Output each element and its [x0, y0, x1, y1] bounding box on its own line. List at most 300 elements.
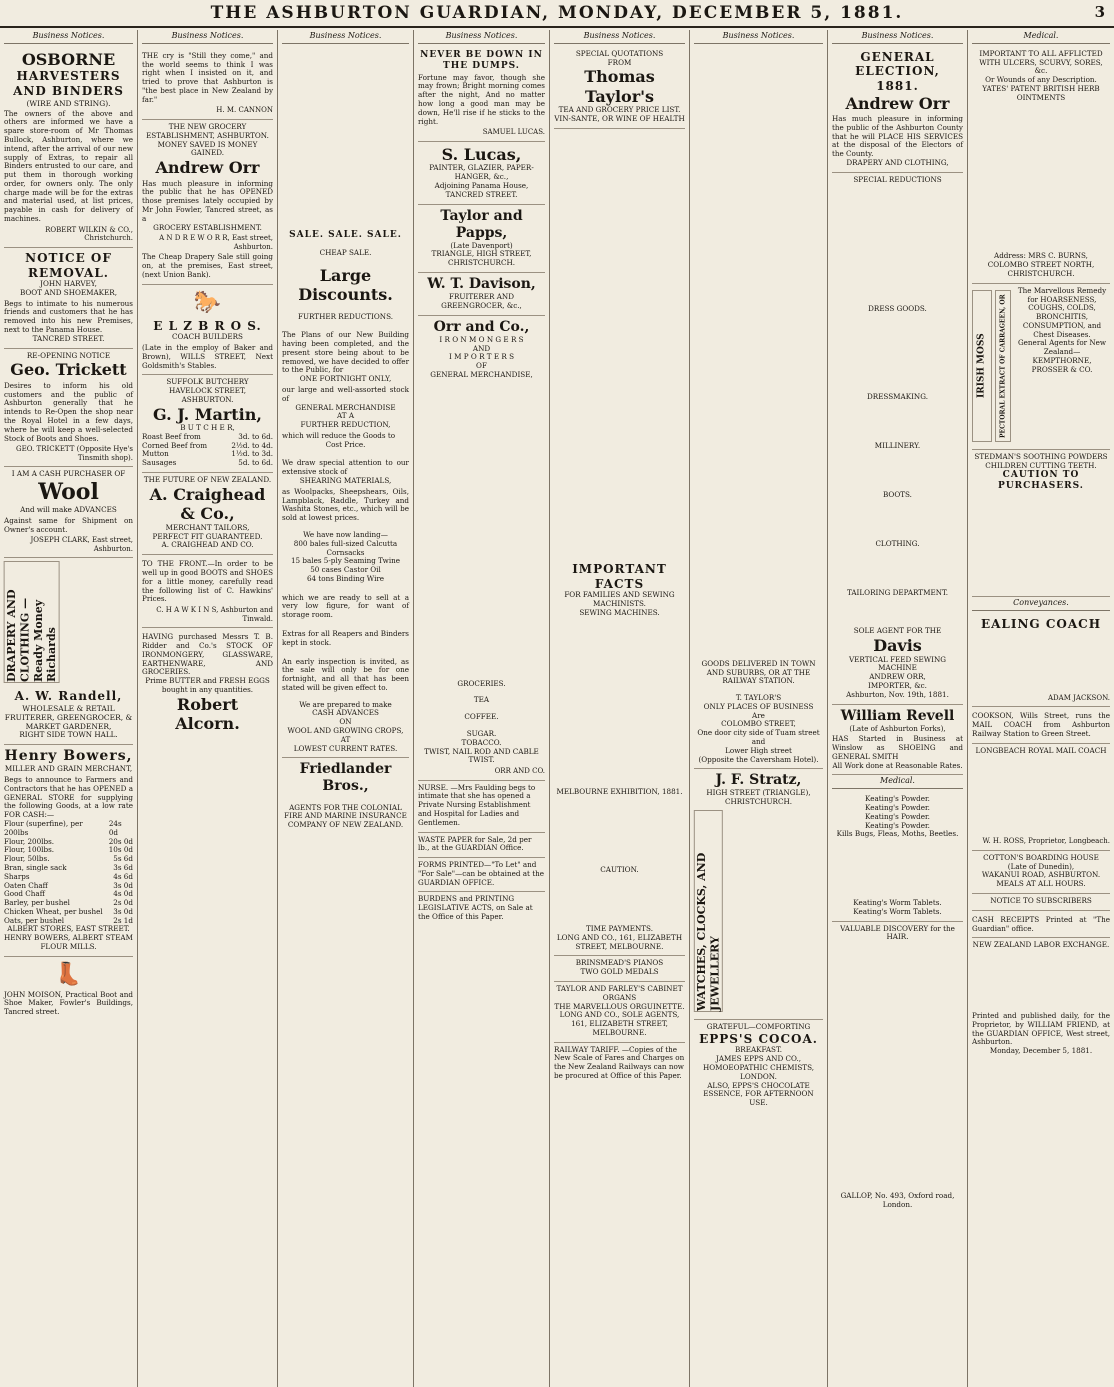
ad-cost: Cost Price.	[325, 439, 366, 449]
ad-signature: ANDREW ORR,	[869, 672, 926, 682]
price-item: Corned Beef from	[142, 440, 208, 450]
ad-name: S. Lucas,	[441, 144, 522, 164]
ad-sub: GROCERY ESTABLISHMENT.	[153, 222, 262, 232]
column-7	[828, 30, 968, 1387]
column-8	[968, 30, 1114, 1387]
ad-body-5: which we are ready to sell at a very low figure, for want of storage room.	[282, 592, 409, 620]
ad-title: SUFFOLK BUTCHERY	[166, 377, 249, 387]
boot-icon: 👢	[54, 961, 83, 987]
cookson-coach-ad	[972, 707, 1110, 743]
column-3	[278, 30, 414, 1387]
ad-body-4: We draw special attention to our extensive stock of	[282, 458, 409, 477]
price-item: Barley, per bushel	[4, 898, 70, 908]
price-item: Chicken Wheat, per bushel	[4, 906, 103, 916]
ad-city: CHRISTCHURCH.	[447, 258, 516, 268]
ad-title: VALUABLE DISCOVERY for the HAIR.	[840, 923, 955, 942]
ad-name: EALING COACH	[980, 617, 1102, 632]
price-value: 3d. to 6d.	[238, 431, 273, 441]
thomas-taylor-ad	[554, 47, 685, 129]
ad-agents: General Agents for New Zealand— KEMPTHORNE, PROSSER & CO.	[1017, 338, 1107, 374]
ad-trade: PAINTER, GLAZIER, PAPER-HANGER, &c.,	[429, 163, 534, 182]
ad-trade: FRUITERER AND GREENGROCER, &c.,	[441, 292, 522, 310]
price-value: 2s 1d	[113, 915, 133, 925]
ad-sugar: SUGAR.	[466, 729, 497, 739]
brinsmead-pianos-ad	[554, 956, 685, 982]
ad-title: NOTICE TO SUBSCRIBERS	[990, 895, 1092, 905]
meat-price-list	[142, 433, 273, 468]
ad-name: Andrew Orr	[845, 93, 950, 113]
ad-reduction: FURTHER REDUCTION,	[300, 420, 391, 430]
ad-title: CASH RECEIPTS Printed at "The Guardian" office.	[972, 914, 1110, 933]
ad-cash: CASH ADVANCES	[312, 708, 379, 718]
stratz-ad	[694, 769, 823, 1020]
yates-ointment-ad	[972, 47, 1110, 284]
ad-name: G. J. Martin,	[153, 404, 262, 424]
column-head: Business Notices.	[554, 30, 685, 44]
ad-body: —Copies of the New Scale of Fares and Charges on the New Zealand Railways can now be procured at Office of this Paper.	[554, 1044, 685, 1080]
general-election-ad	[832, 47, 963, 173]
sewing-machines-ad	[554, 559, 685, 957]
ad-big: Large Discounts.	[298, 265, 393, 305]
price-item: Flour, 50lbs.	[4, 854, 50, 864]
price-item: Oats, per bushel	[4, 915, 64, 925]
nurse-ad	[418, 781, 545, 833]
column-1	[0, 30, 138, 1387]
ad-sub: CHEAP SALE.	[319, 247, 372, 257]
masthead	[0, 0, 1114, 28]
osborne-harvesters-ad	[4, 47, 133, 248]
ad-street: TRIANGLE, HIGH STREET,	[431, 249, 532, 259]
ad-caution: CAUTION TO PURCHASERS.	[998, 470, 1084, 492]
craighead-tailors-ad	[142, 473, 273, 555]
price-value: 2½d. to 4d.	[231, 440, 273, 450]
ad-title: NURSE.	[418, 782, 449, 792]
irish-moss-ad	[972, 284, 1110, 450]
ad-machine: VERTICAL FEED SEWING MACHINE	[848, 654, 947, 673]
ad-title: THE FUTURE OF NEW ZEALAND.	[143, 475, 272, 485]
ealing-coach-ad	[972, 614, 1110, 707]
newspaper-title: THE ASHBURTON GUARDIAN, MONDAY, DECEMBER 5, 1881.	[210, 3, 904, 23]
ad-body-3: which will reduce the Goods to	[282, 430, 396, 440]
ad-street: WAKANUI ROAD, ASHBURTON.	[981, 870, 1101, 880]
ad-signature: SAMUEL LUCAS.	[482, 128, 545, 137]
ad-worm-2: Keating's Worm Tablets.	[853, 906, 942, 916]
ad-sub: COACH BUILDERS	[172, 332, 243, 342]
powder-line: Keating's Powder.	[865, 794, 930, 804]
stedman-powders-ad	[972, 450, 1110, 598]
ad-foot: All Work done at Reasonable Rates.	[832, 760, 963, 770]
ad-note: MONEY SAVED IS MONEY GAINED.	[157, 139, 258, 158]
ad-sub: CHILDREN CUTTING TEETH.	[985, 460, 1097, 470]
wool-purchaser-ad	[4, 467, 133, 558]
ad-body: HAVING purchased Messrs T. B. Ridder and Co.'s STOCK OF IRONMONGERY, GLASSWARE, EARTHENWARE, AND GROCERIES.	[142, 632, 273, 677]
labor-exchange-ad	[972, 938, 1110, 1060]
ad-millinery: MILLINERY.	[874, 441, 921, 451]
stock-list	[282, 540, 409, 584]
friedlander-ad	[282, 758, 409, 834]
ad-importers: I M P O R T E R S	[449, 352, 514, 362]
stock-item: 800 bales full-sized Calcutta Cornsacks	[293, 538, 398, 557]
ad-name: A. W. Randell,	[14, 689, 123, 704]
price-row	[142, 459, 273, 468]
ad-sub: FOR FAMILIES AND SEWING MACHINISTS.	[564, 590, 675, 608]
ad-title: SPECIAL QUOTATIONS	[575, 48, 664, 58]
ad-body: HAS Started in Business at Winslow as SHOEING and GENERAL SMITH	[832, 734, 963, 761]
column-4	[414, 30, 550, 1387]
ad-name: EPPS'S COCOA.	[699, 1031, 818, 1046]
price-value: 4s 0d	[113, 889, 133, 899]
price-value: 5s 6d	[113, 854, 133, 864]
ad-body: AGENTS FOR THE COLONIAL FIRE AND MARINE INSURANCE COMPANY OF NEW ZEALAND.	[284, 802, 407, 830]
ad-street: Adjoining Panama House, TANCRED STREET.	[434, 180, 529, 199]
ad-title: SPECIAL REDUCTIONS	[853, 174, 942, 184]
ad-sub: TWO GOLD MEDALS	[580, 967, 659, 977]
ad-headline: HARVESTERS AND BINDERS	[13, 69, 124, 98]
powder-list	[832, 795, 963, 830]
never-be-down-ad	[418, 47, 545, 142]
carriage-icon: 🐎	[193, 289, 222, 315]
price-item: Roast Beef from	[142, 431, 201, 441]
ad-store: ALBERT STORES, EAST STREET.	[7, 924, 130, 934]
special-reductions-ad	[832, 173, 963, 705]
pectoral-banner: PECTORAL EXTRACT OF CARRAGEEN, OR	[995, 290, 1011, 442]
ad-clothing: CLOTHING.	[875, 538, 920, 548]
ad-name: Thomas Taylor's	[584, 67, 655, 106]
ad-signature: JAMES EPPS AND CO., HOMOEOPATHIC CHEMISTS, LONDON.	[702, 1054, 815, 1081]
price-value: 4s 6d	[113, 871, 133, 881]
price-value: 24s 0d	[108, 819, 122, 837]
ad-trade: WHOLESALE & RETAIL FRUITERER, GREENGROCER, & MARKET GARDENER,	[4, 704, 133, 732]
ad-signature: ADAM JACKSON.	[1048, 693, 1110, 702]
ad-foot: The Cheap Drapery Sale still going on, at the premises, East street, (next Union Bank).	[142, 252, 273, 279]
ad-signature: A N D R E W O R R, East street, Ashburton.	[159, 234, 273, 251]
ad-title: Wool	[38, 479, 99, 506]
price-value: 3s 0d	[113, 880, 133, 890]
ad-title: IMPORTANT TO ALL AFFLICTED WITH ULCERS, SCURVY, SORES, &c.	[979, 48, 1103, 76]
ad-wool: WOOL AND GROWING CROPS,	[287, 726, 404, 735]
price-item: Mutton	[142, 449, 169, 459]
ad-street: COLOMBO STREET NORTH, CHRISTCHURCH.	[987, 260, 1095, 278]
ad-title: GENERAL ELECTION, 1881.	[855, 49, 940, 93]
ad-place-2: One door city side of Tuam street and	[697, 728, 820, 746]
ad-street: HIGH STREET (TRIANGLE), CHRISTCHURCH.	[706, 788, 811, 807]
irish-moss-banner: IRISH MOSS	[972, 290, 992, 442]
ad-name: YATES' PATENT BRITISH HERB OINTMENTS	[982, 83, 1100, 102]
ad-sub: TEA AND GROCERY PRICE LIST.	[558, 105, 681, 115]
ad-signature: ROBERT WILKIN & CO., Christchurch.	[45, 225, 133, 243]
price-value: 3s 0d	[113, 906, 133, 916]
ad-title: RE-OPENING NOTICE	[26, 350, 111, 360]
ad-title: RAILWAY TARIFF.	[554, 1044, 620, 1054]
ad-signature: LONG AND CO., SOLE AGENTS, 161, ELIZABETH STREET, MELBOURNE.	[559, 1010, 680, 1037]
ad-name: Henry Bowers,	[4, 748, 133, 765]
ad-exhibition: MELBOURNE EXHIBITION, 1881.	[556, 786, 683, 796]
ad-title: GRATEFUL—COMFORTING	[706, 1021, 811, 1031]
ad-name: A. Craighead & Co.,	[149, 484, 266, 524]
ad-body: COOKSON, Wills Street, runs the MAIL COACH from Ashburton Railway Station to Green Street.	[972, 711, 1110, 738]
ad-signature: GEO. TRICKETT (Opposite Hye's Tinsmith shop).	[16, 445, 133, 462]
ad-date: Monday, December 5, 1881.	[989, 1046, 1093, 1056]
ad-title: THE NEW GROCERY ESTABLISHMENT, ASHBURTON.	[146, 121, 269, 140]
ad-title: COTTON'S BOARDING HOUSE	[983, 852, 1099, 862]
price-value: 20s 0d	[108, 836, 133, 846]
ad-signature: JOSEPH CLARK, East street, Ashburton.	[30, 536, 133, 553]
stock-item: 64 tons Binding Wire	[306, 573, 385, 583]
ad-caution: CAUTION.	[600, 865, 639, 875]
ad-landing: We have now landing—	[303, 529, 388, 539]
ad-address: Address: MRS C. BURNS,	[994, 251, 1088, 261]
price-item: Oaten Chaff	[4, 880, 48, 890]
ad-signature: W. H. ROSS, Proprietor, Longbeach.	[982, 837, 1110, 846]
ad-body: Desires to inform his old customers and the public of Ashburton generally that he intends to Re-Open the shop near the Royal Hotel in a few days, where he will keep a well-selected Stock of Boots and Shoes.	[4, 380, 133, 443]
ad-and: AND	[472, 343, 491, 353]
william-revell-ad	[832, 705, 963, 776]
ad-signature: H. M. CANNON	[216, 106, 273, 115]
ad-sub: (Late of Dunedin),	[1007, 861, 1075, 871]
ad-worm: Keating's Worm Tablets.	[853, 898, 942, 908]
ad-lead: I AM A CASH PURCHASER OF	[11, 469, 126, 479]
ad-foot: Prime BUTTER and FRESH EGGS bought in any quantities.	[145, 676, 270, 694]
column-5	[550, 30, 690, 1387]
longbeach-coach-ad	[972, 744, 1110, 851]
ad-body: Begs to intimate to his numerous friends and customers that he has removed into his new Premises, next to the Panama House.	[4, 298, 133, 335]
ad-signature: C. H A W K I N S, Ashburton and Tinwald.	[156, 606, 273, 623]
forms-printed-ad: FORMS PRINTED—"To Let" and "For Sale"—can be obtained at the GUARDIAN OFFICE.	[418, 858, 545, 892]
column-head: Business Notices.	[282, 30, 409, 44]
ad-ready: We are prepared to make	[299, 699, 392, 709]
medical-head: Medical.	[832, 775, 963, 789]
column-head: Business Notices.	[4, 30, 133, 44]
ad-trade: B U T C H E R,	[180, 423, 235, 433]
ad-place-3: Lower High street	[725, 745, 792, 755]
ad-signature: T. TAYLOR'S	[735, 693, 782, 703]
ad-title: BRINSMEAD'S PIANOS	[575, 958, 664, 968]
price-value: 2s 0d	[113, 898, 133, 908]
price-list	[4, 820, 133, 925]
taylor-papps-ad	[418, 205, 545, 274]
stock-item: 15 bales 5-ply Seaming Twine	[290, 556, 401, 566]
ad-date: Ashburton, Nov. 19th, 1881.	[846, 689, 949, 699]
column-head: Business Notices.	[694, 30, 823, 44]
column-head: Medical.	[972, 30, 1110, 44]
price-value: 10s 0d	[108, 845, 133, 855]
powder-line: Keating's Powder.	[865, 820, 930, 830]
legislative-acts-ad: BURDENS and PRINTING LEGISLATIVE ACTS, on Sale at the Office of this Paper.	[418, 894, 533, 922]
keatings-powder-ad	[832, 792, 963, 921]
ad-title: TAYLOR AND FARLEY'S CABINET ORGANS	[556, 983, 683, 1002]
ad-of: OF	[476, 361, 487, 371]
price-row	[4, 820, 133, 838]
ad-agent: SOLE AGENT FOR THE	[853, 626, 942, 636]
ad-body: Has much pleasure in informing the public that he has OPENED those premises lately occupied by Mr John Fowler, Tancred street, as a	[142, 178, 273, 223]
stock-item: 50 cases Castor Oil	[310, 565, 381, 575]
reopening-notice-ad	[4, 349, 133, 468]
ad-name: Taylor and Papps,	[440, 207, 523, 241]
ad-further: FURTHER REDUCTIONS.	[297, 311, 394, 321]
column-6	[690, 30, 828, 1387]
ad-weeks: ONE FORTNIGHT ONLY,	[299, 374, 392, 384]
ad-name: Andrew Orr	[155, 158, 260, 178]
ad-twist: TWIST, NAIL ROD AND CABLE TWIST.	[424, 746, 539, 765]
price-item: Flour, 200lbs.	[4, 836, 55, 846]
ad-name: Friedlander Bros.,	[299, 761, 392, 795]
railway-tariff-ad	[554, 1043, 685, 1085]
powder-line: Keating's Powder.	[865, 811, 930, 821]
ad-on: ON	[339, 717, 352, 727]
ad-goods: DRAPERY AND CLOTHING,	[846, 158, 949, 168]
taylor-delivery-ad	[694, 657, 823, 770]
ad-signature: LONG AND CO., 161, ELIZABETH STREET, MELBOURNE.	[556, 932, 683, 951]
ad-street: TANCRED STREET.	[32, 333, 105, 343]
price-value: 5d. to 6d.	[238, 458, 273, 468]
ad-trade: BOOT AND SHOEMAKER,	[20, 287, 117, 297]
ad-time: TIME PAYMENTS.	[586, 924, 653, 934]
price-value: 3s 6d	[113, 862, 133, 872]
ad-signature: GALLOP, No. 493, Oxford road, London.	[840, 1191, 955, 1210]
column-head: Business Notices.	[142, 30, 273, 44]
ad-signature: HENRY BOWERS, ALBERT STEAM FLOUR MILLS.	[4, 933, 133, 951]
ad-tailoring: TAILORING DEPARTMENT.	[846, 587, 949, 597]
ad-body: Has much pleasure in informing the public of the Ashburton County that he will PLACE HIS SERVICES at the disposal of the Electors of the County.	[832, 114, 963, 159]
orr-and-co-ad	[418, 316, 545, 781]
randell-fruiterer-ad	[4, 686, 133, 745]
ad-sub: And will make ADVANCES	[20, 505, 117, 515]
ad-foot: Printed and published daily, for the Proprietor, by WILLIAM FRIEND, at the GUARDIAN OFFICE, West street, Ashburton.	[972, 1011, 1110, 1047]
column-head: Business Notices.	[832, 30, 963, 44]
cabinet-organs-ad	[554, 982, 685, 1043]
grocery-establishment-ad	[142, 120, 273, 285]
ad-title: NEW ZEALAND LABOR EXCHANGE.	[972, 940, 1110, 950]
ad-poem: Fortune may favor, though she may frown; Bright morning comes after the night, And no matter how long a good man may be down, He'll rise if he sticks to the right.	[418, 72, 545, 126]
ad-tea: TEA	[473, 695, 490, 705]
ad-signature: Robert Alcorn.	[175, 694, 240, 734]
ad-meals: MEALS AT ALL HOURS.	[996, 879, 1086, 889]
ad-item: SEWING MACHINES.	[579, 607, 660, 617]
price-item: Good Chaff	[4, 889, 45, 899]
ad-boots: BOOTS.	[883, 489, 912, 499]
ad-signature: ORR AND CO.	[494, 767, 545, 776]
price-value: 1½d. to 3d.	[231, 449, 273, 459]
ad-body: Against same for Shipment on Owner's account.	[4, 515, 133, 534]
lucas-painter-ad	[418, 142, 545, 205]
ad-street: RIGHT SIDE TOWN HALL.	[19, 730, 118, 740]
ready-money-richards-ad: DRAPERY AND CLOTHING — Ready Money Richards	[4, 561, 60, 683]
ad-kills: Kills Bugs, Fleas, Moths, Beetles.	[836, 829, 959, 839]
ad-title: LONGBEACH ROYAL MAIL COACH	[975, 745, 1107, 755]
ad-signature-2: IMPORTER, &c.	[868, 680, 927, 690]
notice-of-removal-ad	[4, 248, 133, 349]
ad-sub: THE MARVELLOUS ORGUINETTE.	[554, 1001, 685, 1011]
price-item: Flour (superfine), per 200lbs	[4, 819, 83, 837]
ad-at-2: AT	[340, 734, 351, 744]
ad-name: Geo. Trickett	[10, 360, 127, 380]
alcorn-ad	[142, 628, 273, 738]
ad-sub: ONLY PLACES OF BUSINESS	[703, 701, 814, 711]
ad-title: STEDMAN'S SOOTHING POWDERS	[974, 451, 1108, 461]
ad-merch: GENERAL MERCHANDISE,	[430, 369, 533, 379]
column-head: Business Notices.	[418, 30, 545, 44]
page-number: 3	[1094, 3, 1106, 21]
ad-list: as Woolpacks, Sheepshears, Oils, Lampblack, Raddle, Turkey and Washita Stones, etc., which will be sold at lowest prices.	[282, 486, 409, 523]
ad-body: The owners of the above and others are informed we have a spare store-room of Mr Thomas Bullock, Ashburton, where we intend, after the arrival of our new supply of Extras, to repair all Binders entrusted to our care, and put them in thorough working order, for owners only. The only charge made will be for the extras and material used, at list prices, payable in cash for delivery of machines.	[4, 108, 133, 224]
conveyances-head: Conveyances.	[972, 597, 1110, 611]
suffolk-butchery-ad	[142, 375, 273, 473]
ad-name: JOHN HARVEY,	[40, 279, 97, 289]
ad-body-6: Extras for all Reapers and Binders kept in stock.	[282, 628, 409, 647]
ad-sub: BREAKFAST.	[735, 1045, 782, 1055]
column-2	[138, 30, 278, 1387]
ad-body: JOHN MOISON, Practical Boot and Shoe Maker, Fowler's Buildings, Tancred street.	[4, 989, 133, 1017]
ad-trade: MILLER AND GRAIN MERCHANT,	[4, 764, 133, 774]
ad-title: E L Z B R O S.	[153, 318, 262, 333]
ad-title: SALE. SALE. SALE.	[289, 229, 402, 240]
ad-body: THE cry is "Still they come," and the world seems to think I was right when I insisted on it, and tried to prove that Ashburton is "the best place in New Zealand by far."	[142, 50, 273, 104]
ad-sub: (Late Davenport)	[450, 240, 513, 250]
ad-body: Begs to announce to Farmers and Contractors that he has OPENED a GENERAL STORE for supplying the following Goods, at a low rate FOR CASH:—	[4, 775, 133, 820]
large-discounts-ad	[282, 227, 409, 759]
ad-making: DRESSMAKING.	[867, 392, 928, 402]
ad-body: (Late in the employ of Baker and Brown), WILLS STREET, Next Goldsmith's Stables.	[142, 342, 273, 370]
cottons-boarding-ad	[972, 851, 1110, 894]
ad-body: —Mrs Faulding begs to intimate that she has opened a Private Nursing Establishment and Hospital for Ladies and Gentlemen.	[418, 782, 536, 827]
watches-banner: WATCHES, CLOCKS, AND JEWELLERY	[694, 810, 723, 1012]
ad-dress: DRESS GOODS.	[868, 303, 927, 313]
ad-name: Orr and Co.,	[433, 318, 530, 335]
ad-title: IMPORTANT FACTS	[572, 561, 667, 591]
columns	[0, 30, 1114, 1387]
ad-also: ALSO, EPPS'S CHOCOLATE ESSENCE, FOR AFTERNOON USE.	[703, 1080, 814, 1108]
cash-receipts-ad	[972, 911, 1110, 939]
powder-line: Keating's Powder.	[865, 803, 930, 813]
ad-sub: Or Wounds of any Description.	[985, 75, 1097, 85]
hawkins-boots-ad	[142, 555, 273, 628]
ad-body-7: An early inspection is invited, as the sale will only be for one fortnight, and all that has been stated will be given effect to.	[282, 656, 409, 692]
hair-discovery-ad	[832, 922, 963, 1214]
ad-goods: GENERAL MERCHANDISE	[295, 402, 396, 412]
price-item: Flour, 100lbs.	[4, 845, 55, 855]
davison-ad	[418, 273, 545, 316]
ad-tobacco: TOBACCO.	[461, 737, 502, 747]
cannon-ad	[142, 47, 273, 120]
ad-street: HAVELOCK STREET, ASHBURTON.	[169, 386, 246, 404]
ad-body: TO THE FRONT.—In order to be well up in good BOOTS and SHOES for a little money, carefully read the following list of C. Hawkins' Prices.	[142, 559, 273, 604]
ad-sub: (Late of Ashburton Forks),	[849, 723, 946, 733]
ad-rates: LOWEST CURRENT RATES.	[293, 743, 398, 753]
ad-are: Are	[752, 710, 765, 720]
ad-davis: Davis	[873, 636, 922, 656]
ad-name: William Revell	[840, 707, 955, 724]
ad-title: OSBORNE	[21, 49, 116, 69]
price-item: Sharps	[4, 871, 30, 881]
ad-guarantee: PERFECT FIT GUARANTEED.	[152, 531, 263, 541]
ad-title: GOODS DELIVERED IN TOWN AND SUBURBS, OR AT THE RAILWAY STATION.	[701, 658, 816, 686]
ad-body: The Plans of our New Building having been completed, and the present store being about to be removed, we have decided to offer to the Public, for	[282, 330, 409, 375]
elz-bros-ad	[142, 285, 273, 376]
notice-subscribers-ad	[972, 894, 1110, 911]
ad-body: The Marvellous Remedy for HOARSENESS, COUGHS, COLDS, BRONCHITIS, CONSUMPTION, and Chest Diseases.	[1017, 285, 1107, 339]
ad-coffee: COFFEE.	[464, 712, 499, 722]
ad-body-2: our large and well-assorted stock of	[282, 385, 409, 403]
epps-cocoa-ad	[694, 1020, 823, 1112]
ad-title: NOTICE OF REMOVAL.	[25, 250, 112, 280]
price-item: Sausages	[142, 458, 177, 468]
ad-name: W. T. Davison,	[427, 276, 536, 293]
ad-signature: A. CRAIGHEAD AND CO.	[161, 540, 254, 550]
ad-grocery: GROCERIES.	[457, 678, 506, 688]
ad-trade: I R O N M O N G E R S	[439, 334, 524, 344]
ad-wine: VIN-SANTE, OR WINE OF HEALTH	[554, 114, 685, 124]
ad-sub: (WIRE AND STRING).	[26, 98, 111, 108]
